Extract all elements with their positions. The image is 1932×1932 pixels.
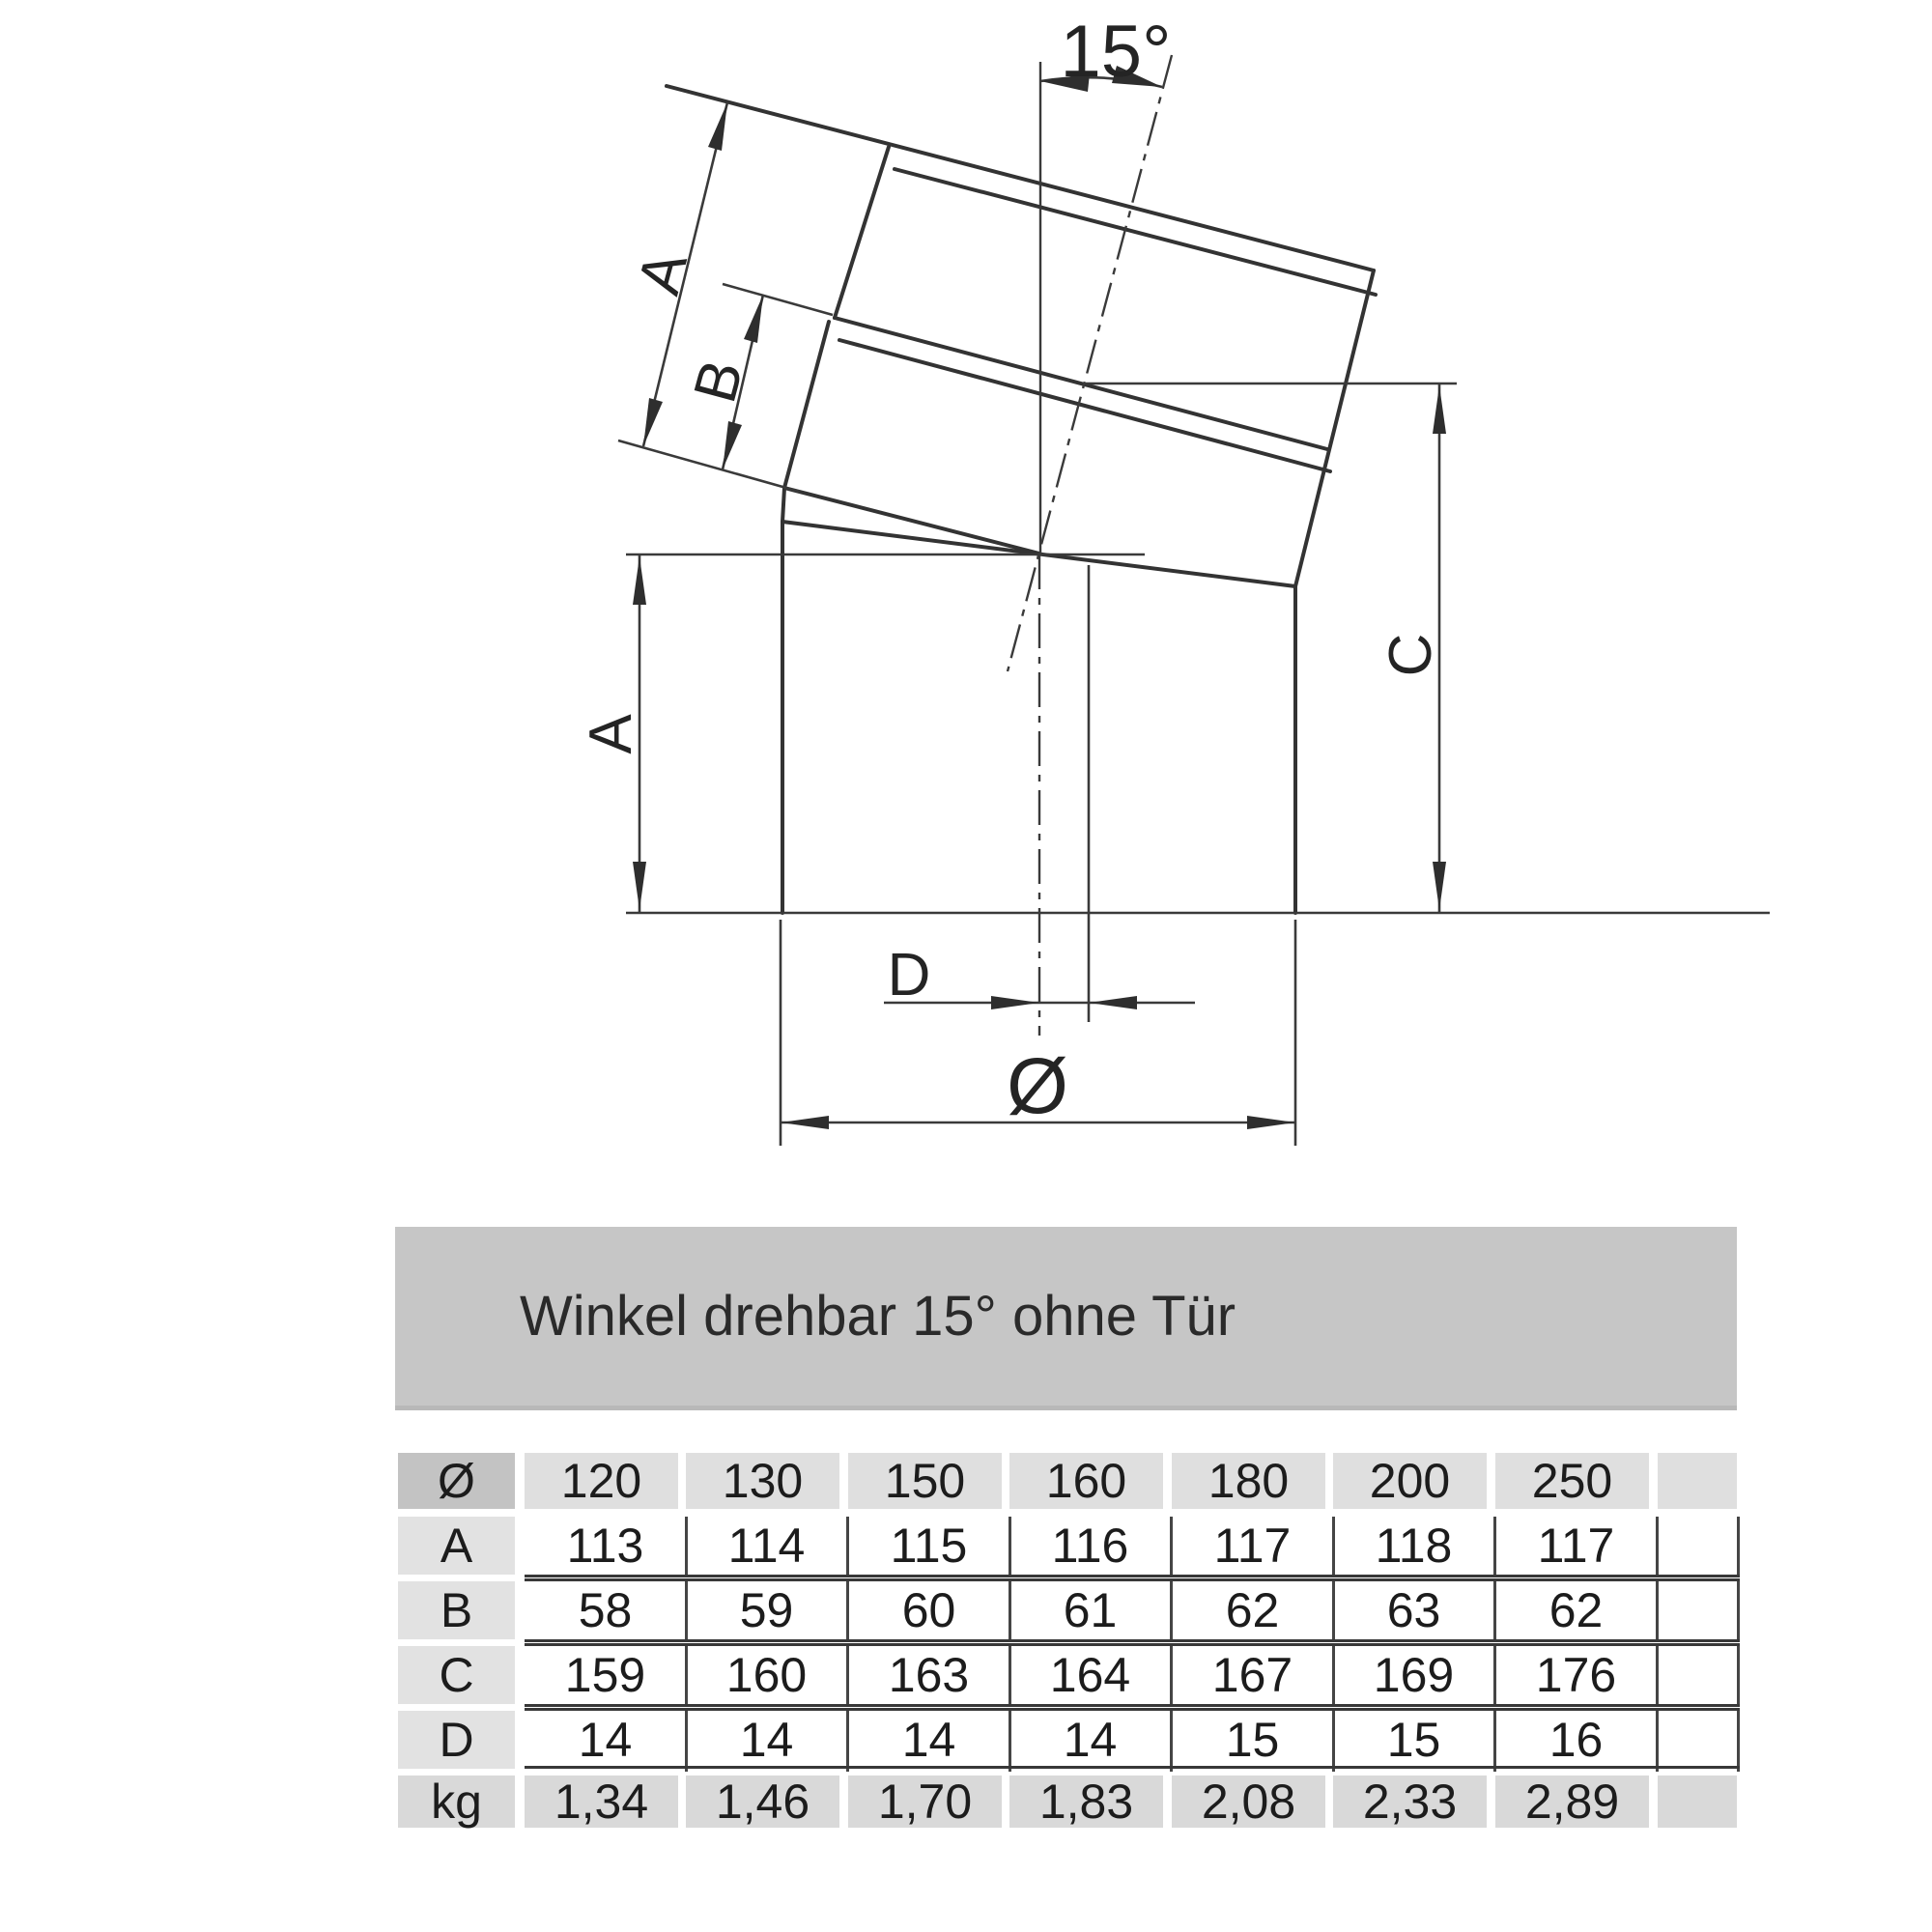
table-cell: 62 bbox=[1548, 1583, 1604, 1637]
table-cell: 164 bbox=[1049, 1648, 1131, 1702]
table-cell: 1,46 bbox=[686, 1776, 839, 1828]
table-cell: 16 bbox=[1548, 1713, 1604, 1767]
table-cell: 14 bbox=[578, 1713, 633, 1767]
table-cell: 115 bbox=[890, 1519, 968, 1573]
weight-row-empty-cell bbox=[1658, 1776, 1737, 1828]
table-cell: 118 bbox=[1375, 1519, 1453, 1573]
table-cell: 116 bbox=[1051, 1519, 1129, 1573]
table-cell: 14 bbox=[1063, 1713, 1118, 1767]
weight-row-label: kg bbox=[398, 1776, 515, 1828]
header-col-4: 160 bbox=[1009, 1453, 1163, 1509]
table-cell: 160 bbox=[725, 1648, 808, 1702]
table-cell: 59 bbox=[739, 1583, 794, 1637]
table-cell: 2,08 bbox=[1172, 1776, 1325, 1828]
table-cell: 1,83 bbox=[1009, 1776, 1163, 1828]
header-col-5: 180 bbox=[1172, 1453, 1325, 1509]
product-title-bar bbox=[395, 1227, 1737, 1410]
table-cell: 169 bbox=[1373, 1648, 1455, 1702]
dim-label-a-bottom: A bbox=[578, 714, 644, 754]
row-label-B: B bbox=[398, 1581, 515, 1639]
table-cell: 15 bbox=[1225, 1713, 1280, 1767]
table-cell: 117 bbox=[1537, 1519, 1615, 1573]
table-cell: 176 bbox=[1535, 1648, 1617, 1702]
row-divider bbox=[525, 1704, 1740, 1711]
dim-label-d: D bbox=[887, 942, 931, 1009]
table-cell: 163 bbox=[888, 1648, 970, 1702]
table-header-diameter: Ø bbox=[398, 1453, 515, 1509]
table-cell: 1,70 bbox=[848, 1776, 1002, 1828]
table-cell: 114 bbox=[727, 1519, 806, 1573]
header-col-6: 200 bbox=[1333, 1453, 1487, 1509]
dim-label-diameter: Ø bbox=[1007, 1042, 1068, 1130]
dim-label-b: B bbox=[681, 353, 756, 410]
table-data-area bbox=[525, 1517, 1740, 1772]
table-cell: 167 bbox=[1211, 1648, 1293, 1702]
header-col-3: 150 bbox=[848, 1453, 1002, 1509]
angle-label: 15° bbox=[1060, 11, 1172, 93]
product-title: Winkel drehbar 15° ohne Tür bbox=[520, 1285, 1236, 1348]
header-col-empty bbox=[1658, 1453, 1737, 1509]
row-label-A: A bbox=[398, 1517, 515, 1575]
row-label-C: C bbox=[398, 1646, 515, 1704]
header-col-2: 130 bbox=[686, 1453, 839, 1509]
table-cell: 117 bbox=[1213, 1519, 1292, 1573]
table-cell: 2,33 bbox=[1333, 1776, 1487, 1828]
header-col-7: 250 bbox=[1495, 1453, 1649, 1509]
table-cell: 113 bbox=[566, 1519, 644, 1573]
table-header-row bbox=[0, 1453, 1932, 1509]
table-cell: 14 bbox=[739, 1713, 794, 1767]
table-cell: 14 bbox=[901, 1713, 956, 1767]
table-cell: 63 bbox=[1386, 1583, 1441, 1637]
row-divider bbox=[525, 1639, 1740, 1646]
table-cell: 58 bbox=[578, 1583, 633, 1637]
table-cell: 61 bbox=[1063, 1583, 1118, 1637]
table-cell: 1,34 bbox=[525, 1776, 678, 1828]
dim-label-c: C bbox=[1378, 633, 1444, 677]
row-label-D: D bbox=[398, 1711, 515, 1769]
table-cell: 15 bbox=[1386, 1713, 1441, 1767]
table-cell: 2,89 bbox=[1495, 1776, 1649, 1828]
table-cell: 60 bbox=[901, 1583, 956, 1637]
pipe-outline bbox=[667, 86, 1376, 913]
weight-row bbox=[0, 1776, 1932, 1828]
table-cell: 159 bbox=[564, 1648, 646, 1702]
row-divider bbox=[525, 1575, 1740, 1581]
header-col-1: 120 bbox=[525, 1453, 678, 1509]
dim-label-a-top: A bbox=[625, 244, 700, 301]
table-cell: 62 bbox=[1225, 1583, 1280, 1637]
